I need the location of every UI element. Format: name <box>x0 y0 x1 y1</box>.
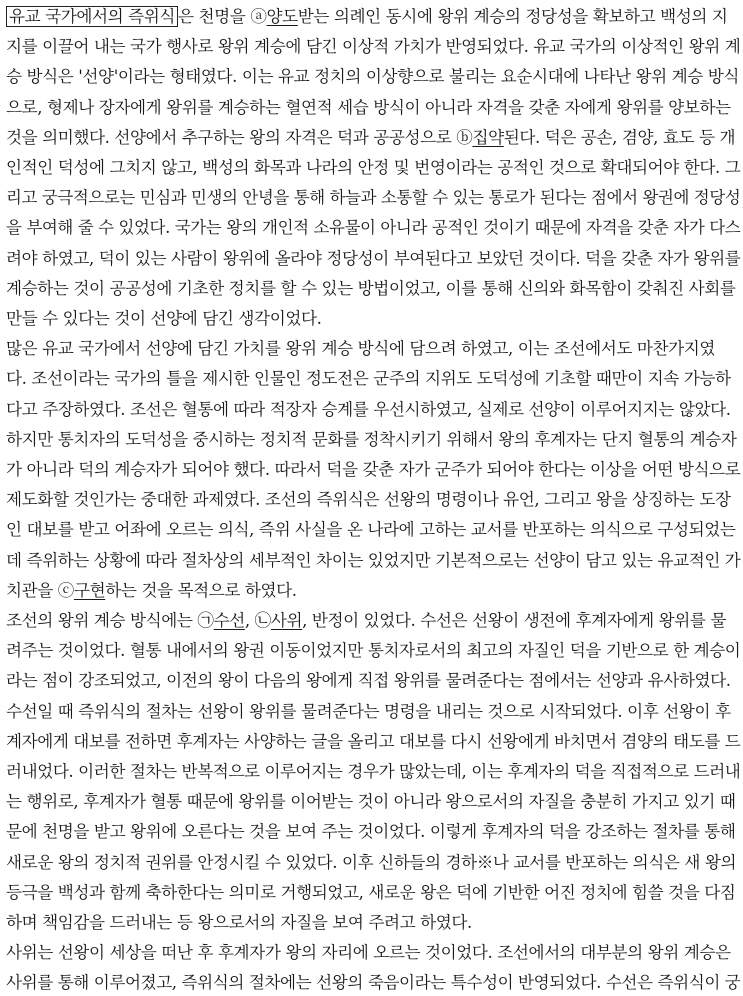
text-line <box>6 34 740 60</box>
text-line <box>6 397 731 423</box>
text-line <box>6 64 739 90</box>
text-segment: 다. 조선이라는 국가의 틀을 제시한 인물인 정도전은 군주의 지위도 도덕성에 기초할 때만이 지속 가능하 <box>6 369 731 389</box>
text-segment: 려야 하였고, 덕이 있는 사람이 왕위에 올라야 정당성이 부여된다고 보았던 것이다. 덕을 갖춘 자가 왕위를 <box>6 248 741 268</box>
text-segment: 인 대보를 받고 어좌에 오르는 의식, 즉위 사실을 온 나라에 고하는 교서를 반포하는 의식으로 구성되었는 <box>6 520 736 540</box>
text-line <box>6 819 736 845</box>
text-segment: 계자에게 대보를 전하면 후계자는 사양하는 글을 올리고 대보를 다시 선왕에게 바치면서 겸양의 태도를 드 <box>6 731 741 751</box>
text-segment: 사위는 선왕이 세상을 떠난 후 후계자가 왕의 자리에 오르는 것이었다. 조선에서의 대부분의 왕위 계승은 <box>6 943 731 963</box>
text-line <box>6 940 731 966</box>
text-line <box>6 155 740 181</box>
text-line <box>6 668 731 694</box>
underlined-term: 양도 <box>266 7 298 26</box>
text-segment: 승 방식은 '선양'이라는 형태였다. 이는 유교 정치의 이상향으로 불리는 요순시대에 나타난 왕위 계승 방식 <box>6 67 740 87</box>
text-segment: 제도화할 것인가는 중대한 과제였다. 조선의 즉위식은 선왕의 명령이나 유언, 그리고 왕을 상징하는 도장 <box>6 490 731 510</box>
text-line <box>6 789 736 815</box>
text-line <box>6 306 321 332</box>
text-segment: 된다. 덕은 공손, 겸양, 효도 등 개 <box>503 127 736 147</box>
text-segment: 수선일 때 즉위식의 절차는 선왕이 왕위를 물려준다는 명령을 내리는 것으로 시작되었다. 이후 선왕이 후 <box>6 701 731 721</box>
text-segment: 지를 이끌어 내는 국가 행사로 왕위 계승에 담긴 이상적 가치가 반영되었다. 유교 국가의 이상적인 왕위 계 <box>6 37 741 57</box>
text-segment: 리고 궁극적으로는 민심과 민생의 안녕을 통해 하늘과 소통할 수 있는 통로가 된다는 점에서 왕권에 정당성 <box>6 188 741 208</box>
text-line <box>6 638 740 664</box>
text-segment: 받는 의례인 동시에 왕위 계승의 정당성을 확보하고 백성의 지 <box>297 7 728 26</box>
text-line <box>6 185 740 211</box>
text-segment: 것을 의미했다. 선양에서 추구하는 왕의 자격은 덕과 공공성으로 ⓑ <box>6 127 473 147</box>
text-segment: 는 행위로, 후계자가 혈통 때문에 왕위를 이어받는 것이 아니라 왕으로서의 자질을 충분히 가지고 있기 때 <box>6 792 736 812</box>
underlined-term: 수선 <box>213 611 245 630</box>
text-line <box>6 95 731 121</box>
text-segment: 을 부여해 줄 수 있었다. 국가는 왕의 개인적 소유물이 아니라 공적인 것이기 때문에 자격을 갖춘 자가 다스 <box>6 218 741 238</box>
text-segment: 많은 유교 국가에서 선양에 담긴 가치를 왕위 계승 방식에 담으려 하였고, 이는 조선에서도 마찬가지였 <box>6 339 716 359</box>
text-segment: 으로, 형제나 장자에게 왕위를 계승하는 혈연적 세습 방식이 아니라 자격을 갖춘 자에게 왕위를 양보하는 <box>6 97 731 117</box>
text-line <box>6 487 731 513</box>
text-line <box>6 517 736 543</box>
text-segment: 하지만 통치자의 도덕성을 중시하는 정치적 문화를 정착시키기 위해서 왕의 후계자는 단지 혈통의 계승자 <box>6 429 737 449</box>
text-segment: 은 천명을 ⓐ <box>178 7 267 26</box>
text-segment: 데 즉위하는 상황에 따라 절차상의 세부적인 차이는 있었지만 기본적으로는 선양이 담고 있는 유교적인 가 <box>6 550 741 570</box>
text-line <box>6 215 740 241</box>
text-line <box>6 910 472 936</box>
text-line <box>6 336 715 362</box>
text-segment: 등극을 백성과 함께 축하한다는 의미로 거행되었고, 새로운 왕은 덕에 기반한 어진 정치에 힘쓸 것을 다짐 <box>6 882 736 902</box>
text-segment: 계승하는 것이 공공성에 기초한 정치를 할 수 있는 방법이었고, 이를 통해 신의와 화목함이 갖춰진 사회를 <box>6 278 736 298</box>
text-line <box>6 608 726 634</box>
boxed-term: 유교 국가에서의 즉위식 <box>6 6 178 27</box>
text-line <box>6 276 736 302</box>
text-line <box>6 366 731 392</box>
underlined-term: 집약 <box>472 127 504 147</box>
text-segment: 새로운 왕의 정치적 권위를 안정시킬 수 있었다. 이후 신하들의 경하※나 교서를 반포하는 의식은 새 왕의 <box>6 852 737 872</box>
text-line <box>6 759 740 785</box>
text-segment: 러내었다. 이러한 절차는 반복적으로 이루어지는 경우가 많았는데, 이는 후계자의 덕을 직접적으로 드러내 <box>6 762 741 781</box>
text-segment: 려주는 것이었다. 혈통 내에서의 왕권 이동이었지만 통치자로서의 최고의 자질인 덕을 기반으로 한 계승이 <box>6 641 741 661</box>
text-line <box>6 850 736 876</box>
text-line <box>6 578 297 604</box>
text-segment: 만들 수 있다는 것이 선양에 담긴 생각이었다. <box>6 309 322 328</box>
text-segment: 조선의 왕위 계승 방식에는 ㉠ <box>6 611 214 630</box>
text-segment: 가 아니라 덕의 계승자가 되어야 했다. 따라서 덕을 갖춘 자가 군주가 되어야 한다는 이상을 어떤 방식으로 <box>6 460 741 479</box>
text-segment: 하며 책임감을 드러내는 등 왕으로서의 자질을 보여 주려고 하였다. <box>6 913 472 932</box>
text-line <box>6 427 737 453</box>
text-segment: 라는 점이 강조되었고, 이전의 왕이 다음의 왕에게 직접 왕위를 물려준다는 점에서는 선양과 유사하였다. <box>6 671 731 691</box>
text-line <box>6 970 740 996</box>
underlined-term: 사위 <box>270 611 303 630</box>
text-segment: 사위를 통해 이루어졌고, 즉위식의 절차에는 선왕의 죽음이라는 특수성이 반영되었다. 수선은 즉위식이 궁 <box>6 973 741 993</box>
text-line <box>6 548 740 574</box>
text-segment: 다고 주장하였다. 조선은 혈통에 따라 적장자 승계를 우선시하였고, 실제로 선양이 이루어지지는 않았다. <box>6 399 731 419</box>
text-line <box>6 880 736 906</box>
text-segment: , ㉡ <box>244 611 271 630</box>
text-line <box>6 457 740 483</box>
text-line <box>6 729 740 755</box>
text-line <box>6 4 728 30</box>
text-segment: 인적인 덕성에 그치지 않고, 백성의 화목과 나라의 안정 및 번영이라는 공적인 것으로 확대되어야 한다. 그 <box>6 158 741 177</box>
text-line <box>6 699 731 725</box>
underlined-term: 구현 <box>73 580 106 600</box>
text-segment: 문에 천명을 받고 왕위에 오른다는 것을 보여 주는 것이었다. 이렇게 후계자의 덕을 강조하는 절차를 통해 <box>6 822 736 842</box>
text-segment: 치관을 ⓒ <box>6 580 74 600</box>
text-line <box>6 246 740 272</box>
text-line <box>6 125 735 151</box>
text-segment: , 반정이 있었다. 수선은 선왕이 생전에 후계자에게 왕위를 물 <box>302 611 726 630</box>
text-segment: 하는 것을 목적으로 하였다. <box>105 580 297 600</box>
